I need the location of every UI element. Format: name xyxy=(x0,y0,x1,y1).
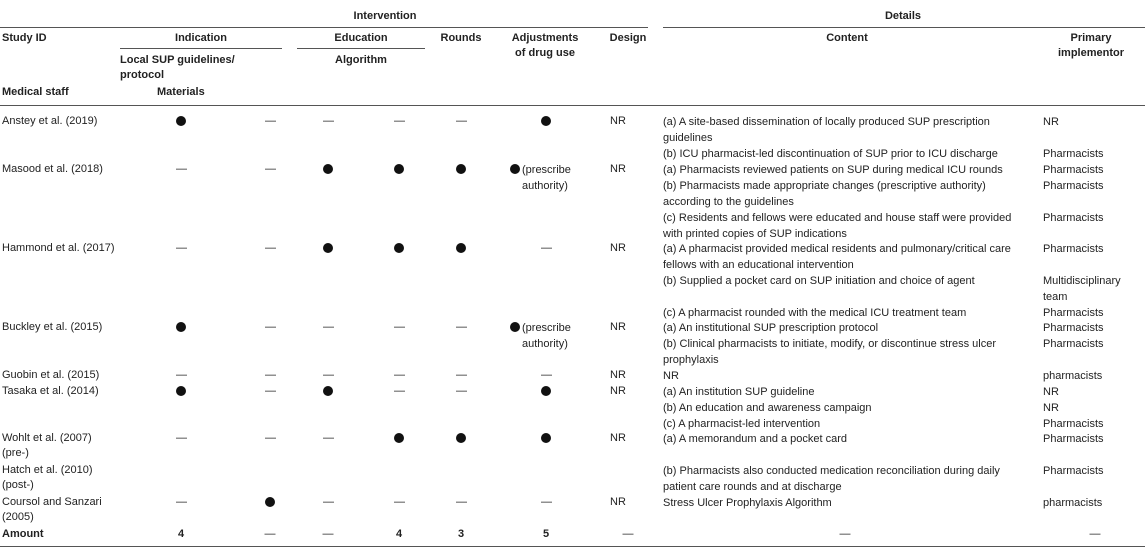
amount-value: 5 xyxy=(542,528,550,540)
detail-content: (b) ICU pharmacist-led discontinuation of SUP prior to ICU discharge xyxy=(663,148,998,160)
header-local-sup: Local SUP guidelines/ protocol xyxy=(120,54,235,81)
detail-content: Stress Ulcer Prophylaxis Algorithm xyxy=(663,497,832,509)
amount-value: — xyxy=(322,528,334,540)
header-study-id: Study ID xyxy=(2,32,47,44)
detail-implementor: Pharmacists xyxy=(1043,418,1104,430)
adjustments-mark-dot xyxy=(541,386,551,396)
header-bottom-rule xyxy=(0,105,1145,106)
header-design: Design xyxy=(609,32,647,44)
design-value: NR xyxy=(610,321,626,333)
design-value: NR xyxy=(610,242,626,254)
education-mark-dash: — xyxy=(323,115,334,127)
algorithm-mark-dot xyxy=(394,164,404,174)
detail-implementor: NR xyxy=(1043,402,1059,414)
detail-content: (c) Residents and fellows were educated and house staff were provided with printed copies of SUP indications xyxy=(663,212,1012,240)
education-mark-dash: — xyxy=(323,321,334,333)
amount-value: 3 xyxy=(457,528,465,540)
amount-implementor: — xyxy=(1089,528,1101,540)
header-education: Education xyxy=(334,32,388,44)
materials-mark-dash: — xyxy=(265,115,276,127)
detail-content: (b) An education and awareness campaign xyxy=(663,402,872,414)
header-content: Content xyxy=(826,32,868,44)
rounds-mark-dot xyxy=(456,433,466,443)
algorithm-mark-dash: — xyxy=(394,496,405,508)
detail-implementor: Pharmacists xyxy=(1043,212,1104,224)
header-adjustments: Adjustments of drug use xyxy=(511,32,579,59)
education-mark-dot xyxy=(323,243,333,253)
header-algorithm: Algorithm xyxy=(335,54,387,66)
detail-content: (a) A pharmacist provided medical residents and pulmonary/critical care fellows with an educational intervention xyxy=(663,243,1011,271)
table-bottom-rule xyxy=(0,546,1145,547)
study-id: Tasaka et al. (2014) xyxy=(2,385,99,397)
study-id: Buckley et al. (2015) xyxy=(2,321,103,333)
education-mark-dot xyxy=(323,164,333,174)
design-value: NR xyxy=(610,369,626,381)
detail-content: (a) An institutional SUP prescription protocol xyxy=(663,322,879,334)
detail-content: (a) A site-based dissemination of locally produced SUP prescription guidelines xyxy=(663,116,990,144)
detail-content: (b) Supplied a pocket card on SUP initiation and choice of agent xyxy=(663,275,975,287)
adjustments-mark-dash: — xyxy=(541,369,552,381)
indication-mark-dot xyxy=(176,116,186,126)
design-value: NR xyxy=(610,496,626,508)
adjustments-mark-dot xyxy=(510,164,520,174)
algorithm-mark-dash: — xyxy=(394,321,405,333)
materials-mark-dash: — xyxy=(265,321,276,333)
materials-mark-dash: — xyxy=(265,163,276,175)
amount-content: — xyxy=(839,528,851,540)
detail-content: (a) A memorandum and a pocket card xyxy=(663,433,848,445)
study-id: Anstey et al. (2019) xyxy=(2,115,98,127)
indication-mark-dash: — xyxy=(176,242,187,254)
adjustments-mark-dash: — xyxy=(541,242,552,254)
design-value: NR xyxy=(610,385,626,397)
materials-mark-dash: — xyxy=(265,432,276,444)
adjustments-mark-dot xyxy=(510,322,520,332)
header-rule-left xyxy=(0,27,648,28)
study-id: Hammond et al. (2017) xyxy=(2,242,115,254)
adjustments-note: (prescribe authority) xyxy=(522,164,571,192)
rounds-mark-dash: — xyxy=(456,369,467,381)
rounds-mark-dot xyxy=(456,164,466,174)
indication-mark-dot xyxy=(176,322,186,332)
detail-implementor: Multidisciplinary team xyxy=(1043,275,1121,303)
design-value: NR xyxy=(610,432,626,444)
study-id: Coursol and Sanzari (2005) xyxy=(2,496,102,523)
detail-implementor: Pharmacists xyxy=(1043,465,1104,477)
education-mark-dash: — xyxy=(323,432,334,444)
detail-content: (b) Pharmacists also conducted medication reconciliation during daily patient care rounds and at discharge xyxy=(663,465,1000,493)
detail-implementor: Pharmacists xyxy=(1043,338,1104,350)
header-medical-staff: Medical staff xyxy=(2,86,69,98)
materials-mark-dash: — xyxy=(265,242,276,254)
detail-implementor: pharmacists xyxy=(1043,370,1103,382)
education-mark-dash: — xyxy=(323,369,334,381)
detail-implementor: Pharmacists xyxy=(1043,322,1104,334)
education-mark-dash: — xyxy=(323,496,334,508)
header-rule-right xyxy=(663,27,1145,28)
design-value: NR xyxy=(610,115,626,127)
indication-mark-dash: — xyxy=(176,369,187,381)
detail-implementor: Pharmacists xyxy=(1043,243,1104,255)
study-id: Hatch et al. (2010) (post-) xyxy=(2,464,93,491)
rounds-mark-dash: — xyxy=(456,115,467,127)
detail-content: (b) Pharmacists made appropriate changes (prescriptive authority) according to the guidelines xyxy=(663,180,986,208)
materials-mark-dash: — xyxy=(265,385,276,397)
adjustments-note: (prescribe authority) xyxy=(522,322,571,350)
detail-content: (a) An institution SUP guideline xyxy=(663,386,815,398)
header-intervention: Intervention xyxy=(353,10,417,22)
detail-implementor: Pharmacists xyxy=(1043,433,1104,445)
indication-mark-dash: — xyxy=(176,496,187,508)
amount-design: — xyxy=(622,528,634,540)
detail-implementor: Pharmacists xyxy=(1043,164,1104,176)
study-id: Guobin et al. (2015) xyxy=(2,369,100,381)
detail-implementor: Pharmacists xyxy=(1043,180,1104,192)
detail-content: (c) A pharmacist rounded with the medical ICU treatment team xyxy=(663,307,967,319)
study-id: Wohlt et al. (2007) (pre-) xyxy=(2,432,92,459)
education-mark-dot xyxy=(323,386,333,396)
algorithm-mark-dash: — xyxy=(394,385,405,397)
header-rounds: Rounds xyxy=(440,32,482,44)
detail-implementor: Pharmacists xyxy=(1043,148,1104,160)
materials-mark-dot xyxy=(265,497,275,507)
materials-mark-dash: — xyxy=(265,369,276,381)
detail-content: (b) Clinical pharmacists to initiate, modify, or discontinue stress ulcer prophylaxis xyxy=(663,338,996,366)
amount-value: 4 xyxy=(395,528,403,540)
indication-rule xyxy=(120,48,282,49)
detail-implementor: NR xyxy=(1043,386,1059,398)
study-id: Masood et al. (2018) xyxy=(2,163,103,175)
amount-label: Amount xyxy=(2,528,44,540)
amount-value: 4 xyxy=(177,528,185,540)
header-details: Details xyxy=(884,10,922,22)
design-value: NR xyxy=(610,163,626,175)
header-indication: Indication xyxy=(175,32,227,44)
adjustments-mark-dash: — xyxy=(541,496,552,508)
header-primary-implementor: Primary implementor xyxy=(1057,32,1124,59)
algorithm-mark-dot xyxy=(394,243,404,253)
detail-implementor: Pharmacists xyxy=(1043,307,1104,319)
algorithm-mark-dot xyxy=(394,433,404,443)
rounds-mark-dash: — xyxy=(456,496,467,508)
algorithm-mark-dash: — xyxy=(394,369,405,381)
algorithm-mark-dash: — xyxy=(394,115,405,127)
adjustments-mark-dot xyxy=(541,116,551,126)
adjustments-mark-dot xyxy=(541,433,551,443)
header-materials: Materials xyxy=(157,86,205,98)
detail-content: (a) Pharmacists reviewed patients on SUP during medical ICU rounds xyxy=(663,164,1003,176)
detail-content: NR xyxy=(663,370,679,382)
rounds-mark-dash: — xyxy=(456,321,467,333)
amount-value: — xyxy=(264,528,276,540)
detail-implementor: NR xyxy=(1043,116,1059,128)
indication-mark-dash: — xyxy=(176,163,187,175)
indication-mark-dot xyxy=(176,386,186,396)
rounds-mark-dash: — xyxy=(456,385,467,397)
rounds-mark-dot xyxy=(456,243,466,253)
indication-mark-dash: — xyxy=(176,432,187,444)
detail-implementor: pharmacists xyxy=(1043,497,1103,509)
education-rule xyxy=(297,48,425,49)
detail-content: (c) A pharmacist-led intervention xyxy=(663,418,821,430)
